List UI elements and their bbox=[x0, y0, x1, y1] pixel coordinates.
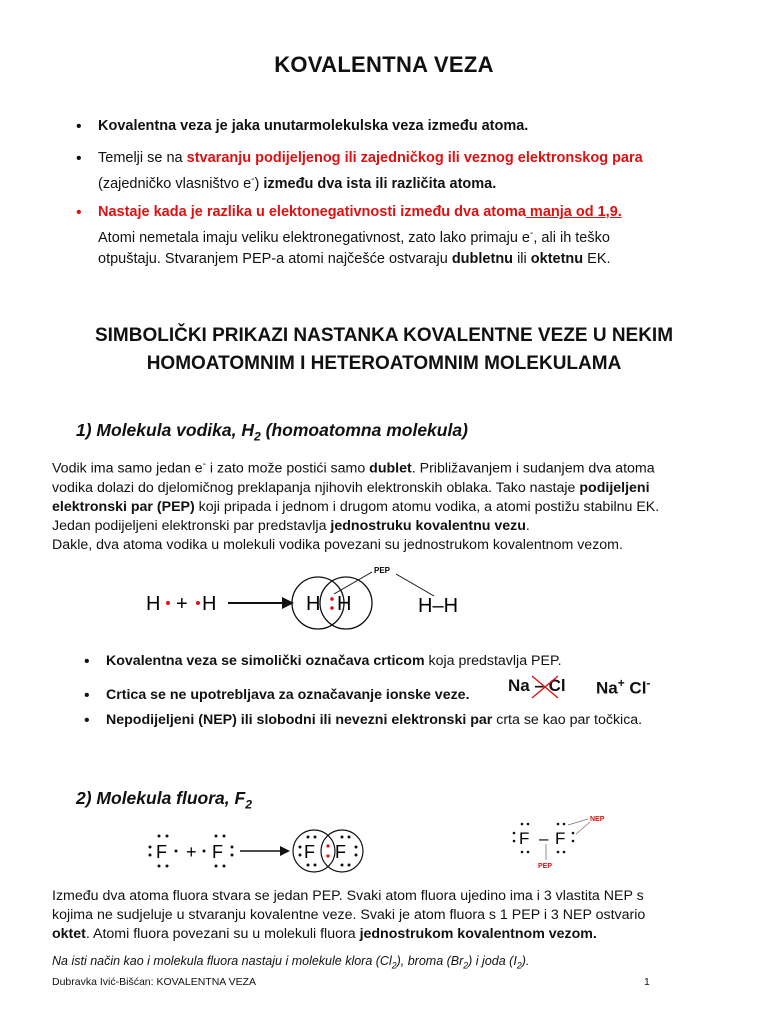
crossed-formula: Na – Cl bbox=[508, 676, 566, 695]
bullet-text bbox=[98, 202, 718, 270]
atom-f: F bbox=[519, 829, 530, 848]
arrow-head-icon bbox=[280, 846, 290, 856]
shared-electron-dot bbox=[330, 606, 334, 610]
bullet-icon: • bbox=[84, 712, 90, 729]
heading-line: SIMBOLIČKI PRIKAZI NASTANKA KOVALENTNE VEZE U NEKIM bbox=[94, 325, 674, 346]
para-line: oktet. Atomi fluora povezani su u molekuli fluora jednostrukom kovalentnom vezom. bbox=[52, 926, 597, 942]
hydrogen-diagram bbox=[140, 560, 500, 640]
para-line: Jedan podijeljeni elektronski par predstavlja jednostruku kovalentnu vezu. bbox=[52, 517, 530, 534]
text-run: EK. bbox=[583, 250, 611, 267]
para-line: Vodik ima samo jedan e- i zato može postići samo dublet. Približavanjem i sudanjem dva atoma bbox=[52, 459, 655, 477]
fluorine-diagram bbox=[140, 818, 450, 878]
section-heading bbox=[40, 322, 728, 378]
page-number: 1 bbox=[644, 976, 650, 988]
para-line: Dakle, dva atoma vodika u molekuli vodika povezani su jednostrukom kovalentnom vezom. bbox=[52, 536, 623, 553]
electron-dot bbox=[166, 601, 170, 605]
atom-h: H bbox=[337, 593, 352, 615]
atom-h: H bbox=[306, 593, 321, 615]
atom-h: H bbox=[146, 593, 161, 615]
para-line: elektronski par (PEP) koji pripada i jednom i drugom atomu vodika, a atomi postižu stabilnu EK. bbox=[52, 498, 660, 515]
text-run-underline: manja od 1,9. bbox=[525, 204, 622, 220]
text-run: ) bbox=[254, 175, 264, 192]
nacl-crossed bbox=[508, 676, 566, 696]
text-run: Atomi nemetala imaju veliku elektronegativnost, zato lako primaju e bbox=[98, 229, 530, 246]
text-run-red: Nastaje kada je razlika u elektonegativnosti između dva atoma bbox=[98, 204, 526, 220]
section2-title: 2) Molekula fluora, $F_2$ bbox=[76, 788, 253, 812]
bullet-icon: • bbox=[84, 653, 90, 670]
text-run-bold: dubletnu bbox=[451, 250, 514, 267]
structural-formula: H–H bbox=[418, 595, 459, 617]
text-run-bold: oktetnu bbox=[530, 250, 584, 267]
text-run: , ali ih teško bbox=[533, 229, 610, 246]
bullet-text: Crtica se ne upotrebljava za označavanje ionske veze. bbox=[106, 687, 470, 703]
pointer-line bbox=[334, 572, 372, 594]
para-line: vodika dolazi do djelomičnog preklapanja njihovih elektronskih oblaka. Tako nastaje podijeljeni bbox=[52, 479, 650, 496]
pep-label: PEP bbox=[538, 863, 553, 870]
bullet-icon: • bbox=[76, 204, 82, 221]
superscript: - bbox=[251, 174, 255, 185]
fluorine-structural bbox=[508, 808, 638, 870]
bullet-text: Kovalentna veza je jaka unutarmolekulska veza između atoma. bbox=[98, 118, 529, 134]
shared-electron-dot bbox=[330, 597, 334, 601]
text-run: otpuštaju. Stvaranjem PEP-a atomi najčešće ostvaraju bbox=[98, 250, 452, 267]
bullet-text bbox=[98, 148, 718, 195]
subscript: 2 bbox=[253, 429, 261, 444]
text-run-bold: između dva ista ili različita atoma. bbox=[263, 175, 497, 192]
atom-f: F bbox=[555, 829, 566, 848]
atom-f: F bbox=[212, 842, 223, 862]
pep-label: PEP bbox=[374, 566, 391, 575]
pointer-line bbox=[396, 574, 434, 596]
bullet-icon: • bbox=[76, 150, 82, 167]
plus-sign: + bbox=[186, 842, 197, 862]
section1-paragraph bbox=[52, 455, 720, 555]
section2-paragraph bbox=[52, 887, 720, 944]
bullet-text: Kovalentna veza se simolički označava crticom koja predstavlja PEP. bbox=[106, 653, 562, 669]
text-run: (homoatomna molekula) bbox=[260, 420, 468, 440]
atom-f: F bbox=[304, 842, 315, 862]
pointer-line bbox=[568, 819, 588, 825]
bullet-icon: • bbox=[84, 687, 90, 704]
bond-dash: – bbox=[539, 829, 549, 848]
para-line: kojima ne sudjeluje u stvaranju kovalentne veze. Svaki je atom fluora s 1 PEP i 3 NEP ostvario bbox=[52, 907, 646, 923]
footer-author: Dubravka Ivić-Bišćan: KOVALENTNA VEZA bbox=[52, 976, 257, 988]
atom-h: H bbox=[202, 593, 217, 615]
bullet-icon: • bbox=[76, 118, 82, 135]
text-run: 1) Molekula vodika, H bbox=[76, 420, 254, 440]
electron-dot bbox=[196, 601, 200, 605]
text-run: Temelji se na bbox=[98, 150, 187, 166]
cross-out-icon bbox=[530, 674, 560, 700]
atom-f: F bbox=[156, 842, 167, 862]
nep-label: NEP bbox=[590, 816, 605, 823]
plus-sign: + bbox=[176, 593, 188, 615]
page-title: KOVALENTNA VEZA bbox=[274, 52, 494, 77]
para-line: Između dva atoma fluora stvara se jedan PEP. Svaki atom fluora ujedino ima i 3 vlastita NEP s bbox=[52, 888, 644, 904]
superscript: - bbox=[530, 228, 534, 239]
text-run: ili bbox=[513, 250, 531, 267]
ionic-formula: Na+ Cl- bbox=[596, 676, 651, 698]
bullet-text: Nepodijeljeni (NEP) ili slobodni ili nevezni elektronski par crta se kao par točkica. bbox=[106, 712, 643, 728]
shared-electron-dot bbox=[326, 844, 329, 847]
text-run-red: stvaranju podijeljenog ili zajedničkog ili veznog elektronskog para bbox=[186, 150, 643, 166]
note-line: Na isti način kao i molekula fluora nastaju i molekule klora $(Cl_2)$, broma $(Br_2)$ i joda $(I_2)$. bbox=[52, 954, 530, 971]
pointer-line bbox=[576, 822, 590, 834]
shared-electron-dot bbox=[326, 854, 329, 857]
atom-f: F bbox=[335, 842, 346, 862]
section1-title bbox=[76, 420, 468, 444]
text-run: (zajedničko vlasništvo e bbox=[98, 175, 252, 192]
heading-line: HOMOATOMNIM I HETEROATOMNIM MOLEKULAMA bbox=[146, 353, 622, 374]
